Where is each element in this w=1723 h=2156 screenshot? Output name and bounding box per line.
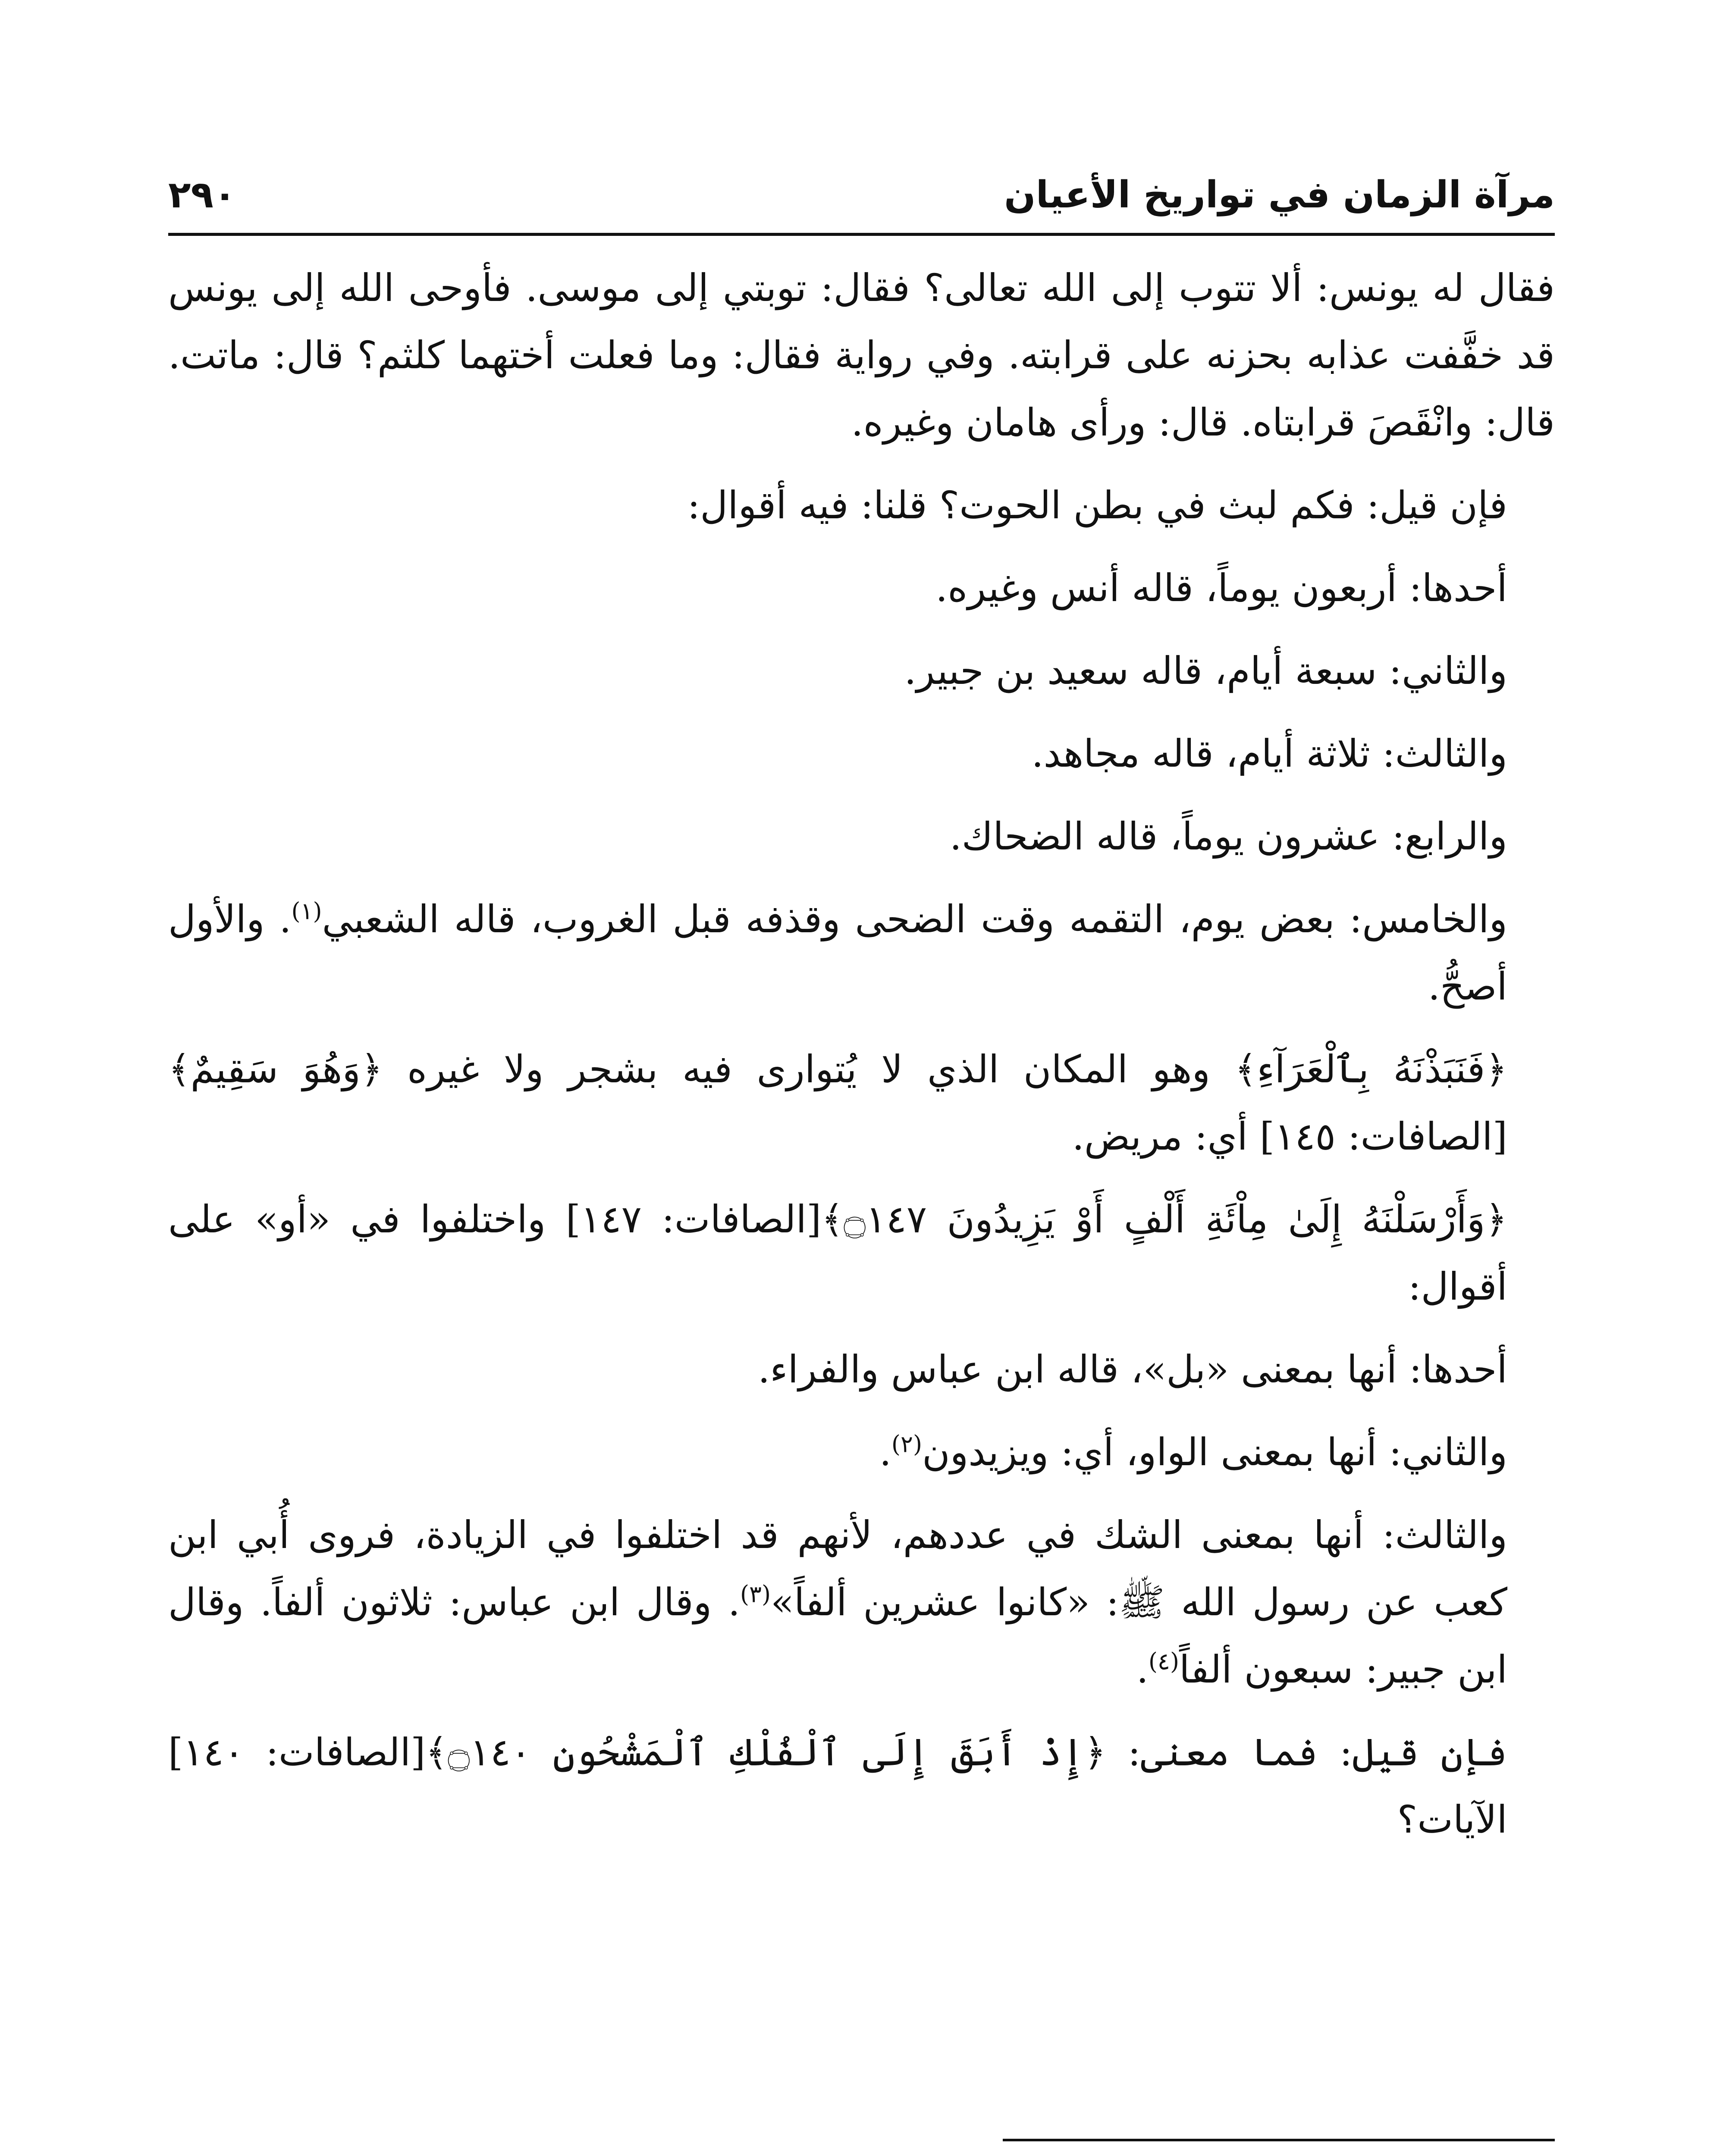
paragraph-2: فإن قيل: فكم لبث في بطن الحوت؟ قلنا: فيه أقوال: <box>687 483 1507 527</box>
paragraph-text: . <box>1136 1647 1149 1692</box>
paragraph-text: . <box>879 1430 891 1474</box>
page-header <box>168 142 1555 216</box>
page-number: ٢٩٠ <box>168 173 236 217</box>
paragraph-text: . وقال ابن عباس: ثلاثون ألفاً. وقال ابن جبير: سبعون ألفاً <box>168 1580 1507 1692</box>
footnote-ref-3[interactable]: (٣) <box>740 1580 771 1608</box>
paragraph-text: والثالث: أنها بمعنى الشك في عددهم، لأنهم قد اختلفوا في الزيادة، فروى أُبي ابن كعب عن رسول الله ﷺ: «كانوا عشرين ألفاً» <box>168 1513 1507 1624</box>
footnote-divider <box>1003 2139 1555 2141</box>
list-item-opinion-4: والرابع: عشرون يوماً، قاله الضحاك. <box>949 814 1507 859</box>
running-title: مرآة الزمان في تواريخ الأعيان <box>1004 173 1555 217</box>
list-item-meaning-1: أحدها: أنها بمعنى «بل»، قاله ابن عباس والفراء. <box>758 1347 1507 1391</box>
list-item-opinion-2: والثاني: سبعة أيام، قاله سعيد بن جبير. <box>904 649 1507 693</box>
paragraph-text: . والأول أصحُّ. <box>168 897 1507 1009</box>
footnote-ref-2[interactable]: (٢) <box>891 1430 923 1458</box>
paragraph-text: والثاني: أنها بمعنى الواو، أي: ويزيدون <box>922 1430 1507 1474</box>
list-item-meaning-2 <box>168 1419 1555 1486</box>
main-text <box>168 254 1555 1869</box>
list-item-opinion-5 <box>168 886 1555 1020</box>
quran-verse-paragraph-2: ﴿وَأَرْسَلْنَهُ إِلَىٰ مِاْئَةِ أَلْفٍ أَوْ يَزِيدُونَ ۝١٤٧﴾[الصافات: ١٤٧] واختلفوا في «أو» على أقوال: <box>168 1197 1507 1309</box>
list-item-opinion-3: والثالث: ثلاثة أيام، قاله مجاهد. <box>1031 731 1507 776</box>
footnote-ref-4[interactable]: (٤) <box>1148 1648 1180 1675</box>
list-item-meaning-3 <box>168 1501 1555 1703</box>
paragraph-text: والخامس: بعض يوم، التقمه وقت الضحى وقذفه قبل الغروب، قاله الشعبي <box>322 897 1507 941</box>
quran-verse-paragraph-1: ﴿فَنَبَذْنَهُ بِٱلْعَرَآءِ﴾ وهو المكان الذي لا يُتوارى فيه بشجر ولا غيره ﴿وَهُوَ سَقِيمٌ﴾[الصافات: ١٤٥] أي: مريض. <box>168 1047 1507 1159</box>
paragraph-1: فقال له يونس: ألا تتوب إلى الله تعالى؟ فقال: توبتي إلى موسى. فأوحى الله إلى يونس قد خفَّفت عذابه بحزنه على قرابته. وفي رواية فقال: وما فعلت أختهما كلثم؟ قال: ماتت. قال: وانْقَصَ قرابتاه. قال: ورأى هامان وغيره. <box>168 266 1555 445</box>
quran-verse-paragraph-3: فإن قيل: فما معنى: ﴿إِذْ أَبَقَ إِلَى ٱلْفُلْكِ ٱلْمَشْحُونِ ۝١٤٠﴾[الصافات: ١٤٠] الآيات؟ <box>168 1730 1507 1842</box>
footnote-ref-1[interactable]: (١) <box>291 897 322 925</box>
list-item-opinion-1: أحدها: أربعون يوماً، قاله أنس وغيره. <box>935 566 1507 610</box>
header-divider <box>168 233 1555 236</box>
